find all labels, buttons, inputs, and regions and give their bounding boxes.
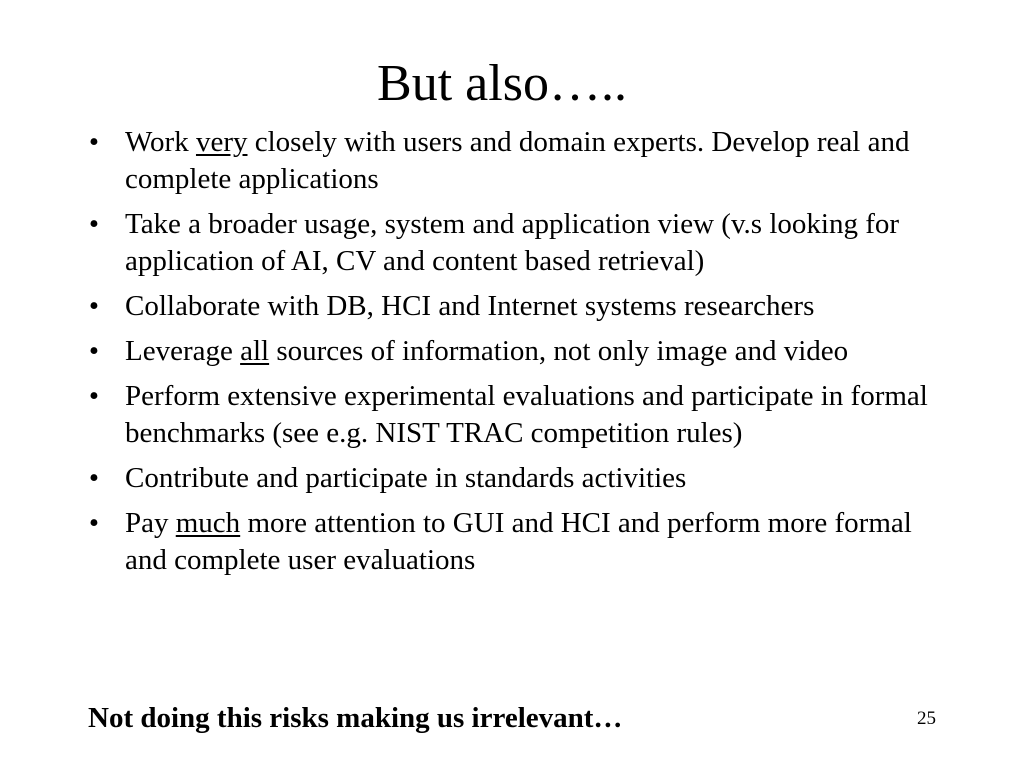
bullet-icon: • — [88, 208, 100, 240]
bullet-icon: • — [88, 335, 100, 367]
slide-title: But also….. — [377, 55, 627, 112]
bullet-emphasis: very — [195, 126, 248, 158]
bullet-text-after: more attention to GUI and HCI and perform more formal and complete user evaluations — [125, 507, 912, 576]
bullet-text-after: sources of information, not only image and video — [269, 335, 849, 367]
bullet-list — [84, 124, 944, 587]
bullet-icon: • — [88, 380, 100, 412]
bullet-text: Take a broader usage, system and application view (v.s looking for application of AI, CV and content based retrieval) — [125, 208, 900, 277]
bullet-text: Perform extensive experimental evaluations and participate in formal benchmarks (see e.g. NIST TRAC competition rules) — [125, 380, 928, 449]
bullet-text-before: Work — [125, 126, 196, 158]
bullet-item — [84, 333, 944, 370]
bullet-item — [84, 378, 944, 452]
bullet-icon: • — [88, 462, 100, 494]
bullet-text-before: Leverage — [125, 335, 241, 367]
bullet-text-before: Pay — [125, 507, 176, 539]
bullet-icon: • — [88, 126, 100, 158]
bullet-emphasis: all — [240, 335, 270, 367]
bullet-item — [84, 206, 944, 280]
bullet-emphasis: much — [175, 507, 241, 539]
bullet-text-after: closely with users and domain experts. Develop real and complete applications — [125, 126, 910, 195]
bullet-icon: • — [88, 290, 100, 322]
bullet-item — [84, 288, 944, 325]
bullet-item — [84, 124, 944, 198]
bullet-icon: • — [88, 507, 100, 539]
bullet-item — [84, 505, 944, 579]
bullet-text: Collaborate with DB, HCI and Internet systems researchers — [125, 290, 815, 322]
bullet-item — [84, 460, 944, 497]
bullet-text: Contribute and participate in standards activities — [125, 462, 687, 494]
page-number: 25 — [917, 708, 936, 729]
conclusion-text: Not doing this risks making us irrelevant… — [88, 702, 623, 734]
